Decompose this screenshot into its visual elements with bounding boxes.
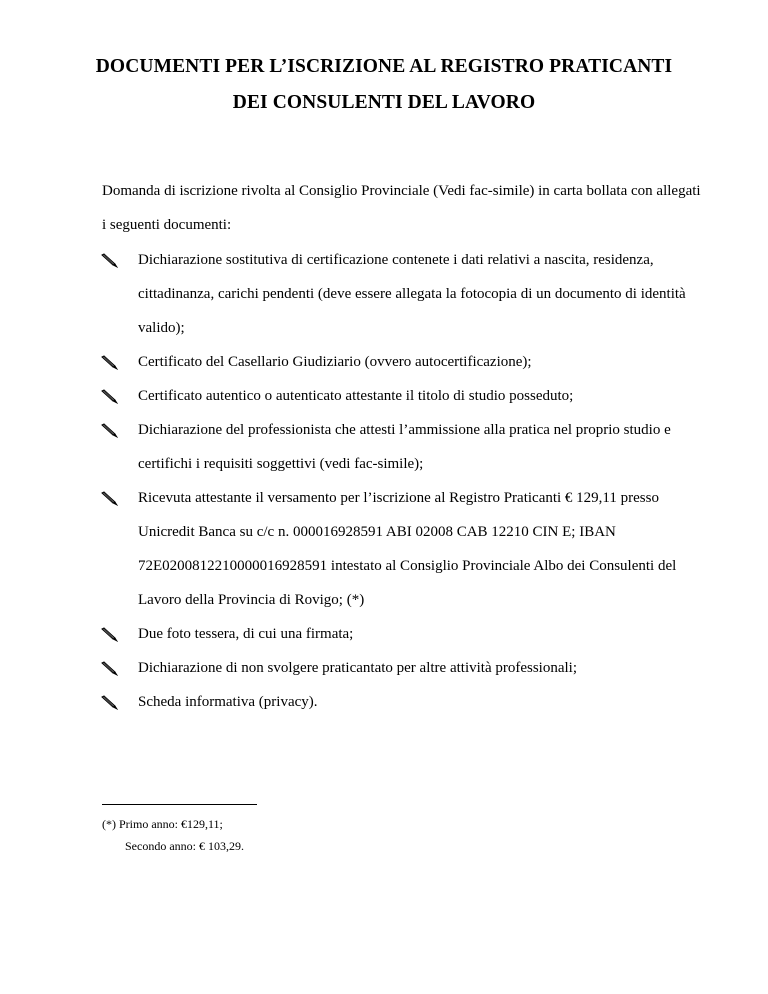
intro-line-2: i seguenti documenti: <box>102 217 232 233</box>
pencil-icon <box>100 253 118 269</box>
list-item-4-line-2: certifichi i requisiti soggettivi (vedi fac-simile); <box>138 456 424 472</box>
list-item-3-line-1: Certificato autentico o autenticato attestante il titolo di studio posseduto; <box>138 388 574 404</box>
footnote-line-1: (*) Primo anno: €129,11; <box>102 817 223 831</box>
list-item-5-line-3: 72E0200812210000016928591 intestato al Consiglio Provinciale Albo dei Consulenti del <box>138 558 677 574</box>
pencil-icon <box>100 423 118 439</box>
list-item-1-line-2: cittadinanza, carichi pendenti (deve essere allegata la fotocopia di un documento di identità <box>138 286 686 302</box>
list-item-8-line-1: Scheda informativa (privacy). <box>138 694 318 710</box>
list-item-5-line-2: Unicredit Banca su c/c n. 000016928591 ABI 02008 CAB 12210 CIN E; IBAN <box>138 524 616 540</box>
list-item-1-line-1: Dichiarazione sostitutiva di certificazione contenete i dati relativi a nascita, residenza, <box>138 252 654 268</box>
list-item-6-line-1: Due foto tessera, di cui una firmata; <box>138 626 354 642</box>
intro-line-1: Domanda di iscrizione rivolta al Consiglio Provinciale (Vedi fac-simile) in carta bollata con allegati <box>102 183 701 199</box>
pencil-icon <box>100 661 118 677</box>
list-item-5-line-1: Ricevuta attestante il versamento per l’iscrizione al Registro Praticanti € 129,11 presso <box>138 490 659 506</box>
pencil-icon <box>100 355 118 371</box>
list-item-4-line-1: Dichiarazione del professionista che attesti l’ammissione alla pratica nel proprio studio e <box>138 422 671 438</box>
pencil-icon <box>100 627 118 643</box>
pencil-icon <box>100 389 118 405</box>
pencil-icon <box>100 491 118 507</box>
list-item-7-line-1: Dichiarazione di non svolgere praticantato per altre attività professionali; <box>138 660 577 676</box>
list-item-1-line-3: valido); <box>138 320 185 336</box>
document-title-line-2: DEI CONSULENTI DEL LAVORO <box>232 92 536 113</box>
document-title-line-1: DOCUMENTI PER L’ISCRIZIONE AL REGISTRO PRATICANTI <box>95 56 673 77</box>
pencil-icon <box>100 695 118 711</box>
list-item-5-line-4: Lavoro della Provincia di Rovigo; (*) <box>138 592 365 608</box>
footnote-line-2: Secondo anno: € 103,29. <box>125 839 244 853</box>
footnote-separator <box>102 804 257 805</box>
list-item-2-line-1: Certificato del Casellario Giudiziario (ovvero autocertificazione); <box>138 354 532 370</box>
